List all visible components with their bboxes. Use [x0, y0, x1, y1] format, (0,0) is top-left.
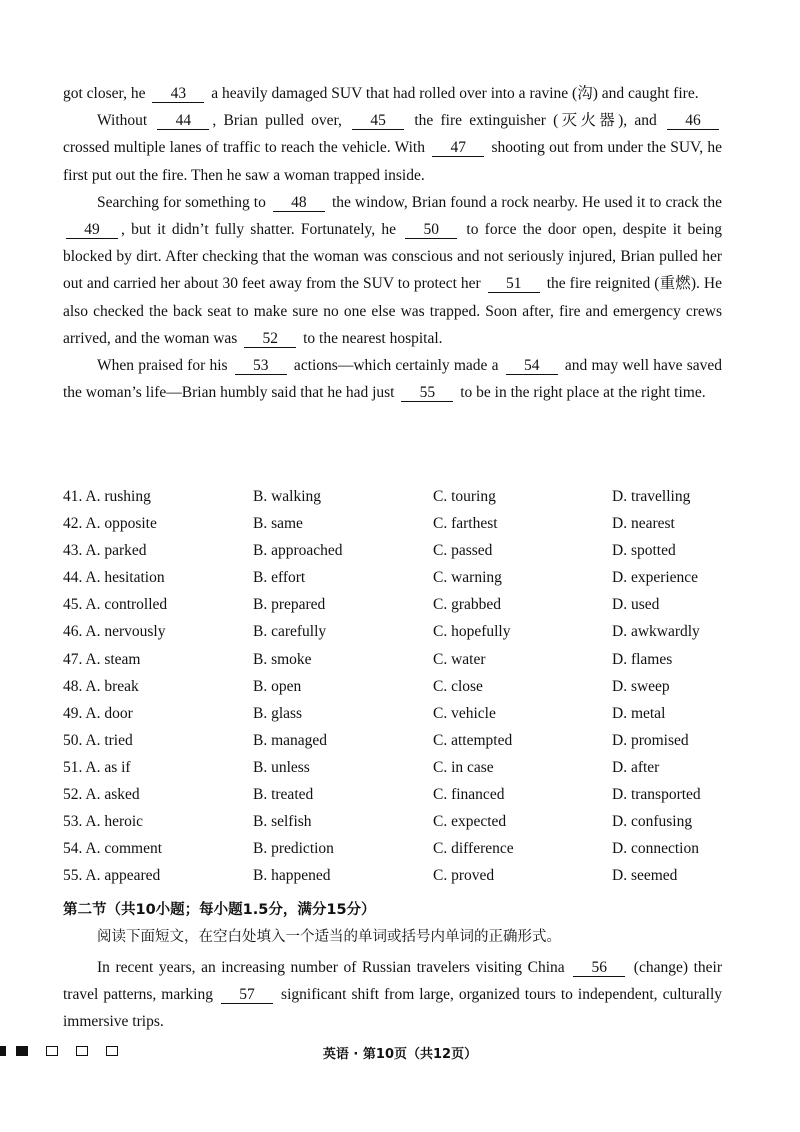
option-d: D. flames — [612, 650, 673, 668]
blank-57: 57 — [221, 987, 273, 1004]
passage-text: and may well have saved the woman’s life—Brian humbly said that he had just — [63, 357, 722, 402]
question-row — [63, 867, 743, 894]
option-c: C. water — [433, 650, 486, 668]
option-a: 53. A. heroic — [63, 813, 144, 831]
paragraph — [63, 954, 722, 1036]
option-c: C. financed — [433, 786, 505, 804]
option-b: B. unless — [253, 758, 310, 776]
question-row — [63, 813, 743, 840]
option-c: C. farthest — [433, 515, 498, 533]
blank-54: 54 — [506, 358, 558, 375]
passage-text: shooting out from under the SUV, he first put out the fire. Then he saw a woman trapped inside. — [63, 139, 722, 184]
passage-text: (change) their travel patterns, marking — [63, 959, 722, 1004]
page-number: 英语 · 第10页（共12页） — [322, 1047, 478, 1062]
question-row — [63, 840, 743, 867]
option-c: C. in case — [433, 758, 494, 776]
option-c: C. difference — [433, 840, 514, 858]
option-d: D. after — [612, 758, 660, 776]
option-b: B. treated — [253, 786, 314, 804]
blank-49: 49 — [66, 222, 118, 239]
passage-text: a heavily damaged SUV that had rolled over into a ravine (沟) and caught fire. — [207, 85, 699, 102]
option-a: 42. A. opposite — [63, 515, 157, 533]
blank-46: 46 — [667, 113, 719, 130]
option-d: D. connection — [612, 840, 699, 858]
passage-text: Without — [97, 112, 155, 130]
passage-text: When praised for his — [97, 357, 232, 375]
option-d: D. promised — [612, 731, 689, 749]
blank-47: 47 — [432, 140, 484, 157]
question-row — [63, 759, 743, 786]
option-d: D. experience — [612, 569, 699, 587]
question-row — [63, 488, 743, 515]
passage-text: actions—which certainly made a — [289, 357, 503, 375]
option-b: B. same — [253, 515, 303, 533]
passage-text: In recent years, an increasing number of Russian travelers visiting China — [97, 959, 571, 976]
question-row — [63, 542, 743, 569]
passage-text: to be in the right place at the right time. — [456, 384, 706, 402]
option-c: C. expected — [433, 813, 507, 831]
passage-text: the fire reignited (重燃). He also checked the back seat to make sure no one else was trapped. Soon after, fire and emergency crews arrived, and the woman was — [63, 275, 722, 347]
option-a: 50. A. tried — [63, 731, 133, 749]
option-d: D. used — [612, 596, 660, 614]
passage-text: Searching for something to — [97, 193, 270, 211]
option-d: D. sweep — [612, 677, 670, 695]
option-a: 55. A. appeared — [63, 867, 161, 885]
option-a: 46. A. nervously — [63, 623, 166, 641]
blank-50: 50 — [405, 222, 457, 239]
blank-53: 53 — [235, 358, 287, 375]
passage-text: , Brian pulled over, — [212, 112, 350, 130]
blank-44: 44 — [157, 113, 209, 130]
option-a: 44. A. hesitation — [63, 569, 165, 587]
option-c: C. proved — [433, 867, 495, 885]
blank-52: 52 — [244, 331, 296, 348]
blank-45: 45 — [352, 113, 404, 130]
option-b: B. glass — [253, 704, 303, 722]
option-b: B. prepared — [253, 596, 326, 614]
option-c: C. touring — [433, 488, 496, 505]
question-row — [63, 596, 743, 623]
option-d: D. awkwardly — [612, 623, 700, 641]
option-c: C. vehicle — [433, 704, 496, 722]
cloze-passage — [63, 80, 722, 406]
option-a: 54. A. comment — [63, 840, 163, 858]
option-a: 47. A. steam — [63, 650, 141, 668]
option-d: D. nearest — [612, 515, 675, 533]
paragraph — [63, 107, 722, 189]
section-instruction: 阅读下面短文，在空白处填入一个适当的单词或括号内单词的正确形式。 — [97, 929, 561, 945]
option-b: B. walking — [253, 488, 322, 505]
option-b: B. approached — [253, 542, 343, 560]
passage-text: , but it didn’t fully shatter. Fortunately, he — [121, 221, 403, 239]
paragraph — [63, 80, 722, 107]
option-c: C. hopefully — [433, 623, 511, 641]
paragraph — [63, 189, 722, 352]
option-d: D. transported — [612, 786, 701, 804]
paragraph — [63, 352, 722, 406]
option-b: B. open — [253, 677, 302, 695]
question-row — [63, 623, 743, 650]
option-b: B. happened — [253, 867, 331, 885]
option-b: B. managed — [253, 731, 328, 749]
option-c: C. attempted — [433, 731, 513, 749]
option-a: 51. A. as if — [63, 758, 131, 776]
question-row — [63, 705, 743, 732]
option-b: B. effort — [253, 569, 306, 587]
option-c: C. grabbed — [433, 596, 502, 614]
section-title: 第二节（共10小题；每小题1.5分，满分15分） — [63, 902, 376, 918]
page-footer — [0, 1043, 800, 1063]
option-c: C. passed — [433, 542, 493, 560]
passage-text: to the nearest hospital. — [299, 329, 443, 347]
question-row — [63, 732, 743, 759]
blank-43: 43 — [152, 86, 204, 103]
option-c: C. close — [433, 677, 483, 695]
question-row — [63, 515, 743, 542]
question-row — [63, 569, 743, 596]
passage-text: the window, Brian found a rock nearby. He used it to crack the — [327, 193, 722, 211]
blank-55: 55 — [401, 385, 453, 402]
option-d: D. spotted — [612, 542, 676, 560]
option-d: D. confusing — [612, 813, 693, 831]
option-b: B. selfish — [253, 813, 312, 831]
option-a: 49. A. door — [63, 704, 133, 722]
option-b: B. prediction — [253, 840, 334, 858]
option-a: 41. A. rushing — [63, 488, 151, 505]
option-a: 48. A. break — [63, 677, 139, 695]
option-d: D. travelling — [612, 488, 691, 505]
option-c: C. warning — [433, 569, 502, 587]
option-d: D. seemed — [612, 867, 678, 885]
passage-text: the fire extinguisher (灭火器), and — [407, 112, 664, 130]
option-a: 43. A. parked — [63, 542, 147, 560]
question-row — [63, 651, 743, 678]
blank-56: 56 — [573, 960, 625, 977]
option-d: D. metal — [612, 704, 666, 722]
option-a: 45. A. controlled — [63, 596, 168, 614]
answer-options — [63, 488, 743, 894]
grammar-passage — [63, 954, 722, 1036]
option-a: 52. A. asked — [63, 786, 140, 804]
question-row — [63, 678, 743, 705]
passage-text: significant shift from large, organized tours to independent, culturally immersive trips. — [63, 986, 722, 1031]
passage-text: got closer, he — [63, 85, 150, 102]
blank-51: 51 — [488, 276, 540, 293]
passage-text: crossed multiple lanes of traffic to reach the vehicle. With — [63, 139, 430, 157]
blank-48: 48 — [273, 195, 325, 212]
option-b: B. carefully — [253, 623, 327, 641]
passage-text: to force the door open, despite it being blocked by dirt. After checking that the woman was conscious and not seriously injured, Brian pulled her out and carried her about 30 feet away from the SUV to protect her — [63, 221, 722, 293]
option-b: B. smoke — [253, 650, 312, 668]
question-row — [63, 786, 743, 813]
